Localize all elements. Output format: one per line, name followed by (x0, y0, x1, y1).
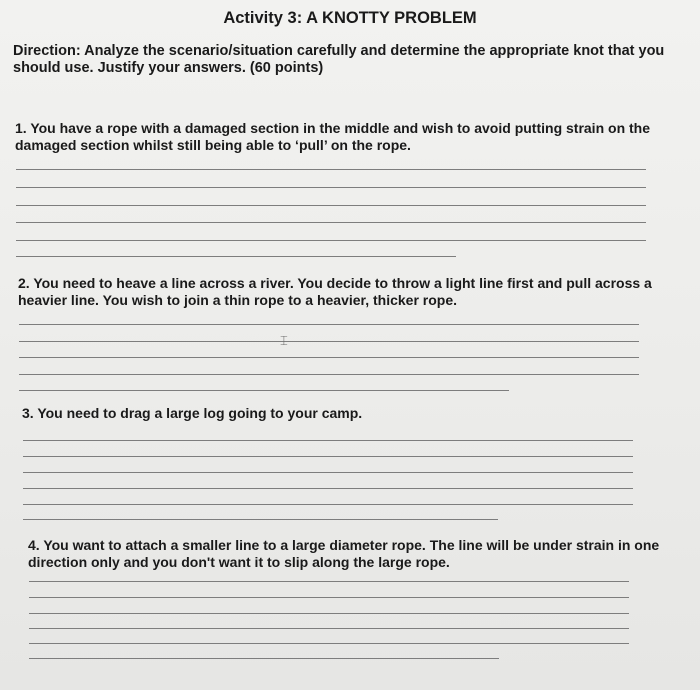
answer-line (23, 472, 633, 473)
answer-line (29, 597, 629, 598)
answer-line (19, 341, 639, 342)
text-cursor-icon: ⌶ (280, 333, 288, 348)
answer-line (29, 628, 629, 629)
question-1: 1. You have a rope with a damaged section in the middle and wish to avoid putting strain on the damaged section whilst still being able to ‘pull’ on the rope. (15, 120, 651, 153)
answer-line (23, 488, 633, 489)
answer-line (23, 440, 633, 441)
answer-line (16, 240, 646, 241)
answer-line (29, 581, 629, 582)
answer-line (16, 222, 646, 223)
answer-line (16, 256, 456, 257)
question-3: 3. You need to drag a large log going to your camp. (22, 405, 363, 421)
question-2: 2. You need to heave a line across a river. You decide to throw a light line first and pull across a heavier line. You wish to join a thin rope to a heavier, thicker rope. (18, 275, 652, 308)
answer-line (23, 504, 633, 505)
answer-line (19, 324, 639, 325)
answer-line (19, 390, 509, 391)
answer-line (23, 519, 498, 520)
answer-line (19, 357, 639, 358)
answer-line (19, 374, 639, 375)
answer-line (16, 187, 646, 188)
answer-line (29, 658, 499, 659)
answer-line (29, 643, 629, 644)
page-title: Activity 3: A KNOTTY PROBLEM (223, 9, 477, 27)
question-4: 4. You want to attach a smaller line to a large diameter rope. The line will be under strain in one direction only and you don't want it to slip along the large rope. (28, 537, 660, 570)
direction-text: Direction: Analyze the scenario/situation carefully and determine the appropriate knot that you should use. Justify your answers. (60 points) (13, 43, 665, 76)
answer-line (29, 613, 629, 614)
answer-line (16, 169, 646, 170)
answer-line (23, 456, 633, 457)
answer-line (16, 205, 646, 206)
